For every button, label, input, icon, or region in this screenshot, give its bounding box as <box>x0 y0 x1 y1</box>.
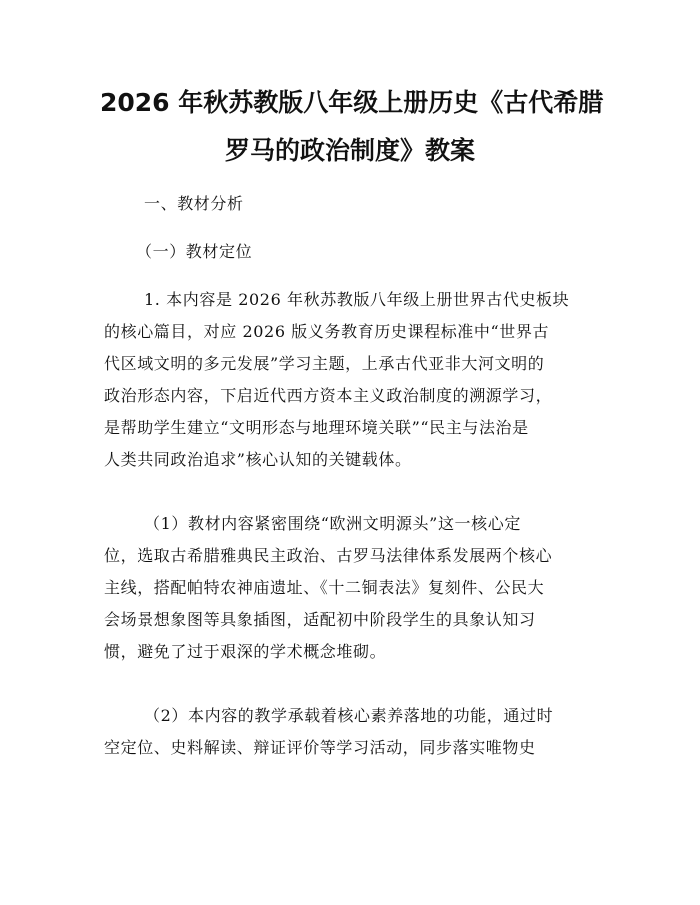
paragraph-2-line-3: 主线，搭配帕特农神庙遗址、《十二铜表法》复刻件、公民大 <box>104 578 545 597</box>
paragraph-1-line-2: 的核心篇目，对应 2026 版义务教育历史课程标准中“世界古 <box>104 322 550 341</box>
paragraph-2-line-2: 位，选取古希腊雅典民主政治、古罗马法律体系发展两个核心 <box>104 546 553 565</box>
paragraph-2-line-5: 惯，避免了过于艰深的学术概念堆砌。 <box>104 642 387 661</box>
paragraph-1-line-6: 人类共同政治追求”核心认知的关键载体。 <box>104 450 412 469</box>
paragraph-2-line-4: 会场景想象图等具象插图，适配初中阶段学生的具象认知习 <box>104 610 536 629</box>
paragraph-1-line-1: 1. 本内容是 2026 年秋苏教版八年级上册世界古代史板块 <box>144 290 570 309</box>
subsection-heading: （一）教材定位 <box>136 242 253 261</box>
paragraph-1-line-3: 代区域文明的多元发展”学习主题，上承古代亚非大河文明的 <box>104 354 545 373</box>
document-title-line-2: 罗马的政治制度》教案 <box>224 136 475 165</box>
paragraph-1-line-5: 是帮助学生建立“文明形态与地理环境关联”“民主与法治是 <box>104 418 529 437</box>
paragraph-3-line-2: 空定位、史料解读、辩证评价等学习活动，同步落实唯物史 <box>104 738 536 757</box>
paragraph-1-line-4: 政治形态内容，下启近代西方资本主义政治制度的溯源学习， <box>104 386 553 405</box>
paragraph-2-line-1: （1）教材内容紧密围绕“欧洲文明源头”这一核心定 <box>144 514 521 533</box>
document-title-line-1: 2026 年秋苏教版八年级上册历史《古代希腊 <box>100 88 604 117</box>
section-heading: 一、教材分析 <box>144 194 244 213</box>
paragraph-3-line-1: （2）本内容的教学承载着核心素养落地的功能，通过时 <box>144 706 554 725</box>
